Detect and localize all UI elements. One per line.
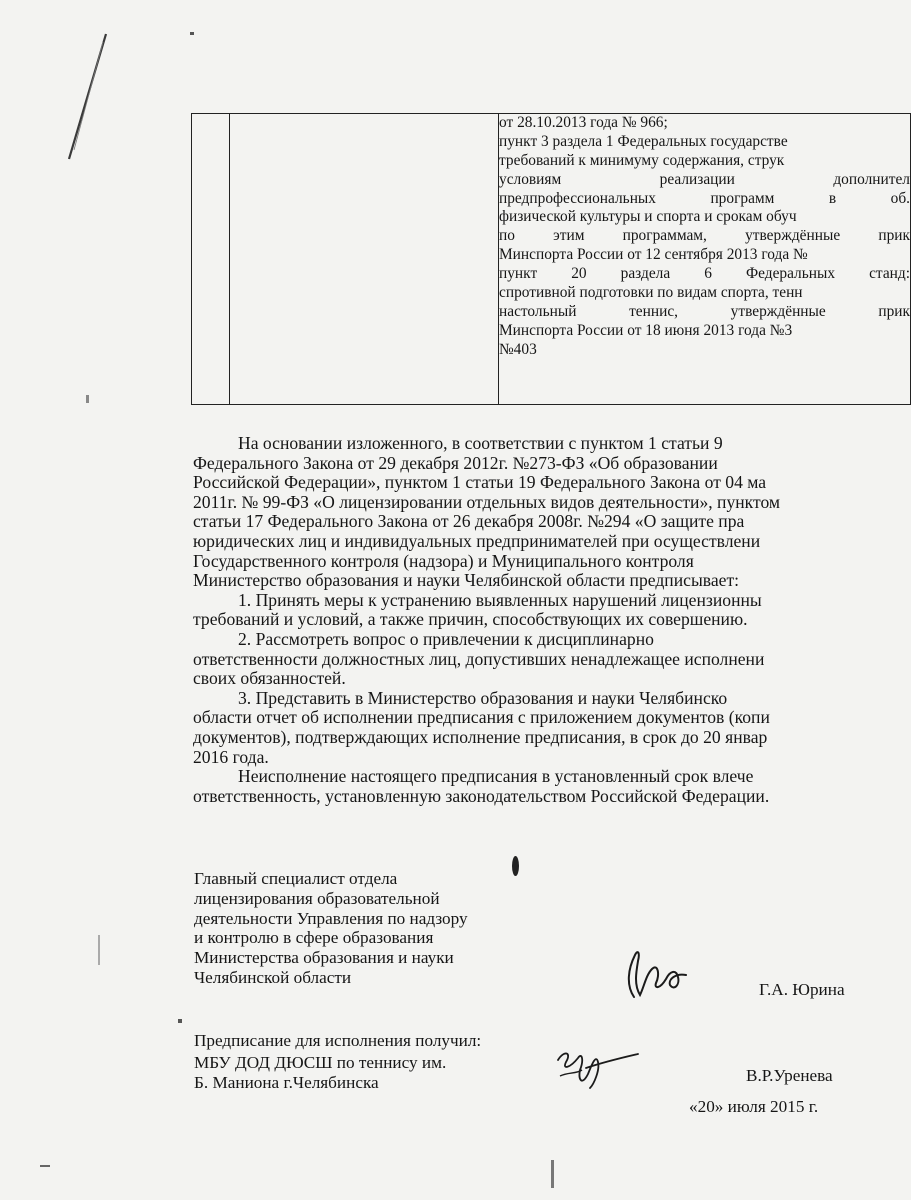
text-line: 2016 года. bbox=[193, 746, 269, 767]
signature-yurina bbox=[620, 945, 700, 1005]
text-line: деятельности Управления по надзору bbox=[194, 908, 468, 928]
text-line: Российской Федерации», пунктом 1 статьи 19 Федерального Закона от 04 ма bbox=[193, 472, 767, 493]
text-line: МБУ ДОД ДЮСШ по теннису им. bbox=[194, 1053, 447, 1072]
text-line: Министерства образования и науки bbox=[194, 948, 454, 968]
text-line: Предписание для исполнения получил: bbox=[194, 1031, 482, 1050]
requirement-line: условиям реализации дополнител bbox=[499, 170, 910, 188]
paragraph-warning bbox=[193, 767, 893, 806]
text-line: своих обязанностей. bbox=[193, 668, 346, 689]
requirement-line: физической культуры и спорта и срокам обуч bbox=[499, 208, 797, 226]
requirement-line: пункт 3 раздела 1 Федеральных государстве bbox=[499, 132, 788, 150]
scan-speck bbox=[551, 1160, 554, 1188]
requirement-line: №403 bbox=[499, 340, 537, 358]
requirement-line: Минспорта России от 12 сентября 2013 года № bbox=[499, 246, 808, 264]
text-line: На основании изложенного, в соответствии с пунктом 1 статьи 9 bbox=[238, 433, 723, 453]
paragraph-basis bbox=[193, 434, 893, 591]
table-row bbox=[192, 114, 911, 405]
table-cell-requirements bbox=[499, 114, 911, 405]
table-cell-violation bbox=[230, 114, 499, 405]
requirement-line: требований к минимуму содержания, струк bbox=[499, 151, 785, 169]
scan-speck bbox=[40, 1165, 50, 1167]
paragraph-item-3 bbox=[193, 689, 893, 767]
signature-ureneva bbox=[548, 1040, 643, 1092]
margin-pen-stroke bbox=[66, 32, 108, 162]
text-line: ответственность, установленную законодательством Российской Федерации. bbox=[193, 785, 770, 806]
text-line: Челябинской области bbox=[194, 967, 352, 987]
text-line: 2011г. № 99-ФЗ «О лицензировании отдельных видов деятельности», пунктом bbox=[193, 491, 781, 512]
text-line: требований и условий, а также причин, способствующих их совершению. bbox=[193, 609, 748, 630]
signatory-title bbox=[194, 869, 524, 988]
scan-speck bbox=[86, 395, 89, 403]
requirement-line: предпрофессиональных программ в об. bbox=[499, 189, 910, 207]
receipt-date: «20» июля 2015 г. bbox=[689, 1097, 819, 1116]
text-line: 3. Представить в Министерство образования и науки Челябинско bbox=[238, 687, 728, 708]
text-line: и контролю в сфере образования bbox=[194, 928, 434, 948]
requirements-table bbox=[191, 113, 911, 405]
requirement-line: Минспорта России от 18 июня 2013 года №3 bbox=[499, 321, 793, 339]
text-line: юридических лиц и индивидуальных предпринимателей при осуществлени bbox=[193, 530, 761, 551]
text-line: Неисполнение настоящего предписания в установленный срок влече bbox=[238, 766, 754, 787]
paragraph-item-2 bbox=[193, 630, 893, 689]
requirement-line: настольный теннис, утверждённые прик bbox=[499, 302, 910, 320]
text-line: статьи 17 Федерального Закона от 26 декабря 2008г. №294 «О защите пра bbox=[193, 511, 745, 532]
requirement-line: от 28.10.2013 года № 966; bbox=[499, 114, 668, 131]
text-line: 2. Рассмотреть вопрос о привлечении к дисциплинарно bbox=[238, 628, 654, 649]
text-line: области отчет об исполнении предписания с приложением документов (копи bbox=[193, 707, 770, 728]
requirement-line: по этим программам, утверждённые прик bbox=[499, 227, 910, 245]
text-line: 1. Принять меры к устранению выявленных нарушений лицензионны bbox=[238, 589, 762, 610]
text-line: Государственного контроля (надзора) и Муниципального контроля bbox=[193, 550, 694, 571]
text-line: Федерального Закона от 29 декабря 2012г. №273-ФЗ «Об образовании bbox=[193, 452, 718, 473]
scan-speck bbox=[178, 1019, 182, 1023]
text-line: ответственности должностных лиц, допустивших ненадлежащее исполнени bbox=[193, 648, 765, 669]
order-body bbox=[193, 434, 893, 806]
receiver-name: В.Р.Уренева bbox=[746, 1066, 833, 1085]
requirement-line: пункт 20 раздела 6 Федеральных станд: bbox=[499, 265, 910, 283]
receiver-block bbox=[194, 1031, 554, 1093]
text-line: документов), подтверждающих исполнение предписания, в срок до 20 январ bbox=[193, 726, 768, 747]
text-line: Главный специалист отдела bbox=[194, 869, 398, 888]
scan-speck bbox=[98, 935, 100, 965]
text-line: Министерство образования и науки Челябинской области предписывает: bbox=[193, 570, 740, 591]
scan-speck bbox=[190, 32, 194, 35]
paragraph-item-1 bbox=[193, 591, 893, 630]
signatory-name: Г.А. Юрина bbox=[759, 980, 845, 999]
text-line: лицензирования образовательной bbox=[194, 888, 440, 908]
requirement-line: спротивной подготовки по видам спорта, тенн bbox=[499, 284, 803, 302]
table-cell-number bbox=[192, 114, 230, 405]
text-line: Б. Маниона г.Челябинска bbox=[194, 1073, 379, 1092]
